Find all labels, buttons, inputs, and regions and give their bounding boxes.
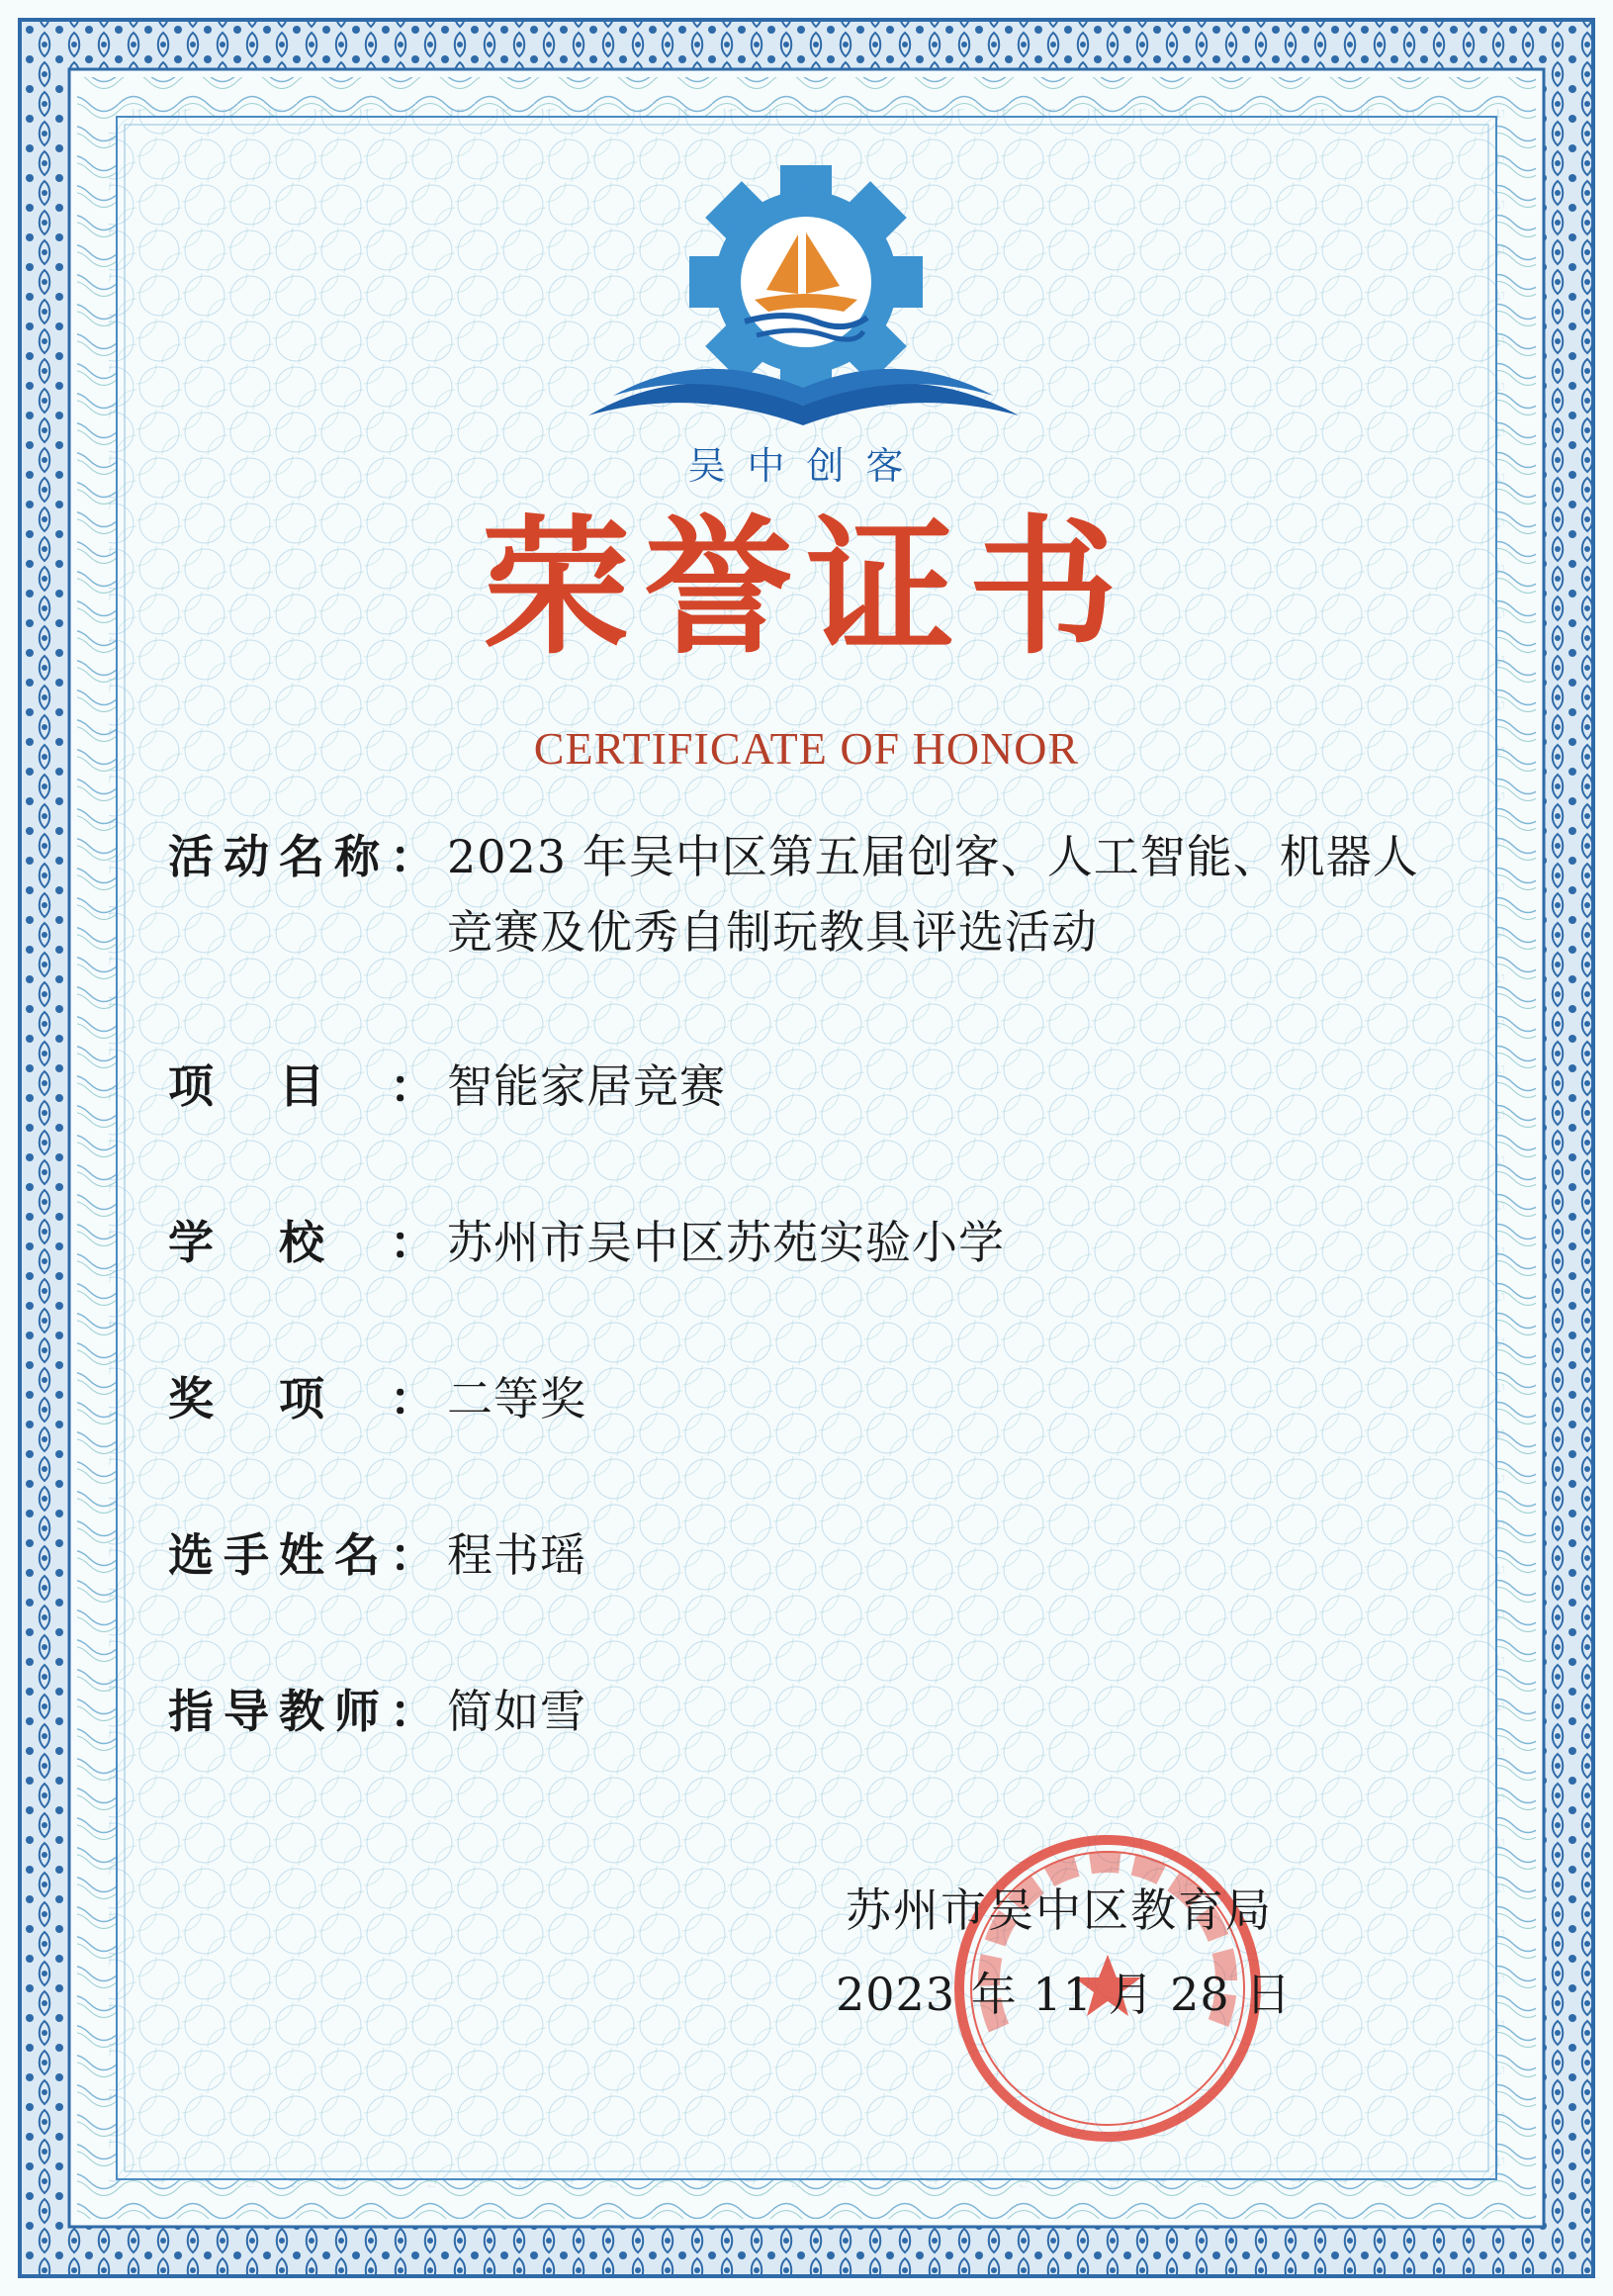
field-value-project: 智能家居竞赛	[447, 1059, 726, 1113]
field-label-teacher: 指 导 教 师 ：	[168, 1685, 435, 1738]
certificate-subtitle: CERTIFICATE OF HONOR	[533, 723, 1080, 774]
issuer: 苏州市吴中区教育局	[846, 1883, 1273, 1937]
field-label-school: 学 校 ：	[168, 1216, 435, 1269]
brand-name: 吴中创客	[687, 444, 926, 488]
field-value-activity: 2023 年吴中区第五届创客、人工智能、机器人竞赛及优秀自制玩教具评选活动	[447, 830, 1419, 959]
field-label-contestant: 选 手 姓 名 ：	[168, 1528, 435, 1582]
field-value-teacher: 简如雪	[447, 1685, 586, 1738]
field-value-award: 二等奖	[447, 1372, 586, 1425]
certificate-title: 荣誉证书	[482, 503, 1131, 675]
field-value-contestant: 程书瑶	[447, 1528, 586, 1582]
field-label-award: 奖 项 ：	[168, 1372, 435, 1425]
field-label-activity: 活 动 名 称 ：	[168, 830, 435, 883]
field-value-school: 苏州市吴中区苏苑实验小学	[447, 1216, 1005, 1269]
field-label-project: 项 目 ：	[168, 1059, 435, 1113]
issue-date: 2023 年 11 月 28 日	[836, 1968, 1293, 2021]
